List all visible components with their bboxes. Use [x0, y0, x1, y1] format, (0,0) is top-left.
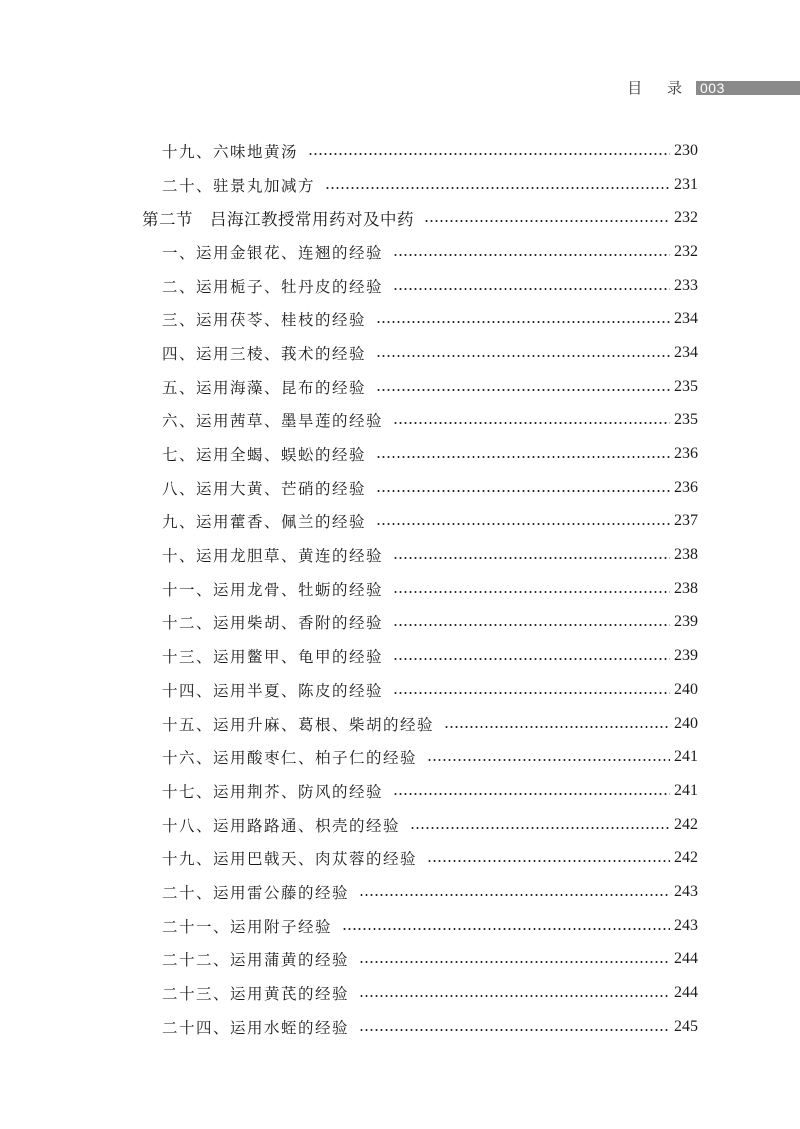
toc-entry-page-number: 242	[674, 849, 698, 867]
toc-entry[interactable]	[0, 370, 800, 404]
toc-entry[interactable]	[0, 336, 800, 370]
toc-dot-leader	[393, 624, 670, 626]
toc-dot-leader	[444, 726, 670, 728]
toc-entry-title: 十四、运用半夏、陈皮的经验	[162, 681, 384, 700]
toc-dot-leader	[393, 658, 670, 660]
toc-entry-title: 七、运用全蝎、蜈蚣的经验	[162, 446, 367, 465]
toc-entry-title: 八、运用大黄、芒硝的经验	[162, 479, 367, 498]
toc-dot-leader	[427, 860, 670, 862]
toc-entry-title: 十九、六味地黄汤	[162, 142, 299, 161]
toc-entry-page-number: 241	[674, 781, 698, 799]
toc-dot-leader	[427, 759, 670, 761]
toc-entry-title: 五、运用海藻、昆布的经验	[162, 378, 367, 397]
toc-entry-page-number: 237	[674, 512, 698, 530]
toc-entry-title: 四、运用三棱、莪术的经验	[162, 344, 367, 363]
toc-entry[interactable]	[0, 673, 800, 707]
toc-dot-leader	[376, 321, 670, 323]
toc-entry-page-number: 236	[674, 478, 698, 496]
toc-entry[interactable]	[0, 404, 800, 438]
table-of-contents	[0, 134, 800, 1044]
toc-section-entry[interactable]	[0, 201, 800, 235]
running-header-title: 目 录	[627, 79, 692, 97]
toc-dot-leader	[424, 220, 670, 222]
toc-entry-title: 十一、运用龙骨、牡蛎的经验	[162, 580, 384, 599]
toc-entry[interactable]	[0, 505, 800, 539]
toc-entry-page-number: 240	[674, 680, 698, 698]
toc-entry[interactable]	[0, 976, 800, 1010]
toc-dot-leader	[393, 793, 670, 795]
toc-entry[interactable]	[0, 707, 800, 741]
toc-entry-title: 二十、运用雷公藤的经验	[162, 883, 350, 902]
toc-entry-title: 十九、运用巴戟天、肉苁蓉的经验	[162, 850, 418, 869]
page-number: 003	[700, 80, 725, 96]
toc-dot-leader	[359, 894, 670, 896]
toc-dot-leader	[376, 389, 670, 391]
toc-entry[interactable]	[0, 1010, 800, 1044]
toc-entry-title: 三、运用茯苓、桂枝的经验	[162, 311, 367, 330]
toc-entry[interactable]	[0, 606, 800, 640]
toc-dot-leader	[359, 961, 670, 963]
toc-entry-page-number: 244	[674, 984, 698, 1002]
toc-entry[interactable]	[0, 168, 800, 202]
toc-entry-page-number: 238	[674, 546, 698, 564]
toc-entry-title: 一、运用金银花、连翘的经验	[162, 243, 384, 262]
toc-entry-title: 十五、运用升麻、葛根、柴胡的经验	[162, 715, 435, 734]
toc-entry-title: 十七、运用荆芥、防风的经验	[162, 782, 384, 801]
toc-dot-leader	[342, 928, 670, 930]
toc-entry-page-number: 239	[674, 647, 698, 665]
page-number-bar	[696, 81, 800, 95]
toc-entry-page-number: 238	[674, 579, 698, 597]
toc-entry-page-number: 232	[674, 209, 698, 227]
toc-entry-title: 十六、运用酸枣仁、柏子仁的经验	[162, 749, 418, 768]
toc-entry-page-number: 234	[674, 343, 698, 361]
toc-dot-leader	[308, 153, 670, 155]
toc-entry-page-number: 245	[674, 1017, 698, 1035]
toc-dot-leader	[325, 187, 670, 189]
toc-entry[interactable]	[0, 875, 800, 909]
toc-entry[interactable]	[0, 808, 800, 842]
toc-entry-title: 二十四、运用水蛭的经验	[162, 1018, 350, 1037]
toc-entry-page-number: 244	[674, 950, 698, 968]
toc-entry[interactable]	[0, 774, 800, 808]
toc-entry-page-number: 236	[674, 445, 698, 463]
toc-dot-leader	[376, 456, 670, 458]
toc-entry-page-number: 243	[674, 916, 698, 934]
toc-dot-leader	[359, 995, 670, 997]
toc-entry-page-number: 234	[674, 310, 698, 328]
toc-entry[interactable]	[0, 572, 800, 606]
toc-dot-leader	[359, 1029, 670, 1031]
toc-entry[interactable]	[0, 235, 800, 269]
toc-entry-title: 二十二、运用蒲黄的经验	[162, 951, 350, 970]
toc-entry[interactable]	[0, 740, 800, 774]
toc-entry[interactable]	[0, 909, 800, 943]
toc-entry[interactable]	[0, 302, 800, 336]
toc-entry-title: 九、运用藿香、佩兰的经验	[162, 513, 367, 532]
toc-entry-page-number: 241	[674, 748, 698, 766]
toc-entry[interactable]	[0, 841, 800, 875]
toc-dot-leader	[376, 523, 670, 525]
toc-entry-title: 二、运用栀子、牡丹皮的经验	[162, 277, 384, 296]
toc-dot-leader	[393, 254, 670, 256]
toc-entry[interactable]	[0, 134, 800, 168]
toc-entry-title: 第二节 吕海江教授常用药对及中药	[142, 210, 414, 230]
toc-entry[interactable]	[0, 639, 800, 673]
toc-entry-title: 二十、驻景丸加减方	[162, 176, 316, 195]
toc-dot-leader	[393, 422, 670, 424]
toc-entry-page-number: 230	[674, 141, 698, 159]
toc-entry-page-number: 235	[674, 411, 698, 429]
running-header	[0, 78, 800, 100]
toc-entry-page-number: 232	[674, 242, 698, 260]
toc-entry[interactable]	[0, 437, 800, 471]
toc-entry-page-number: 231	[674, 175, 698, 193]
toc-dot-leader	[376, 355, 670, 357]
toc-entry-page-number: 233	[674, 276, 698, 294]
toc-entry-page-number: 242	[674, 815, 698, 833]
toc-entry[interactable]	[0, 943, 800, 977]
toc-dot-leader	[393, 557, 670, 559]
toc-entry[interactable]	[0, 471, 800, 505]
toc-entry-title: 二十一、运用附子经验	[162, 917, 333, 936]
toc-entry-title: 十三、运用鳖甲、龟甲的经验	[162, 648, 384, 667]
toc-entry-page-number: 235	[674, 377, 698, 395]
toc-entry-page-number: 240	[674, 714, 698, 732]
toc-dot-leader	[410, 827, 670, 829]
toc-dot-leader	[376, 490, 670, 492]
toc-entry[interactable]	[0, 538, 800, 572]
toc-entry[interactable]	[0, 269, 800, 303]
toc-entry-title: 十二、运用柴胡、香附的经验	[162, 614, 384, 633]
toc-entry-page-number: 239	[674, 613, 698, 631]
toc-entry-title: 十、运用龙胆草、黄连的经验	[162, 547, 384, 566]
toc-entry-page-number: 243	[674, 882, 698, 900]
toc-dot-leader	[393, 692, 670, 694]
toc-dot-leader	[393, 288, 670, 290]
toc-dot-leader	[393, 591, 670, 593]
toc-entry-title: 二十三、运用黄芪的经验	[162, 985, 350, 1004]
toc-entry-title: 十八、运用路路通、枳壳的经验	[162, 816, 401, 835]
toc-entry-title: 六、运用茜草、墨旱莲的经验	[162, 412, 384, 431]
